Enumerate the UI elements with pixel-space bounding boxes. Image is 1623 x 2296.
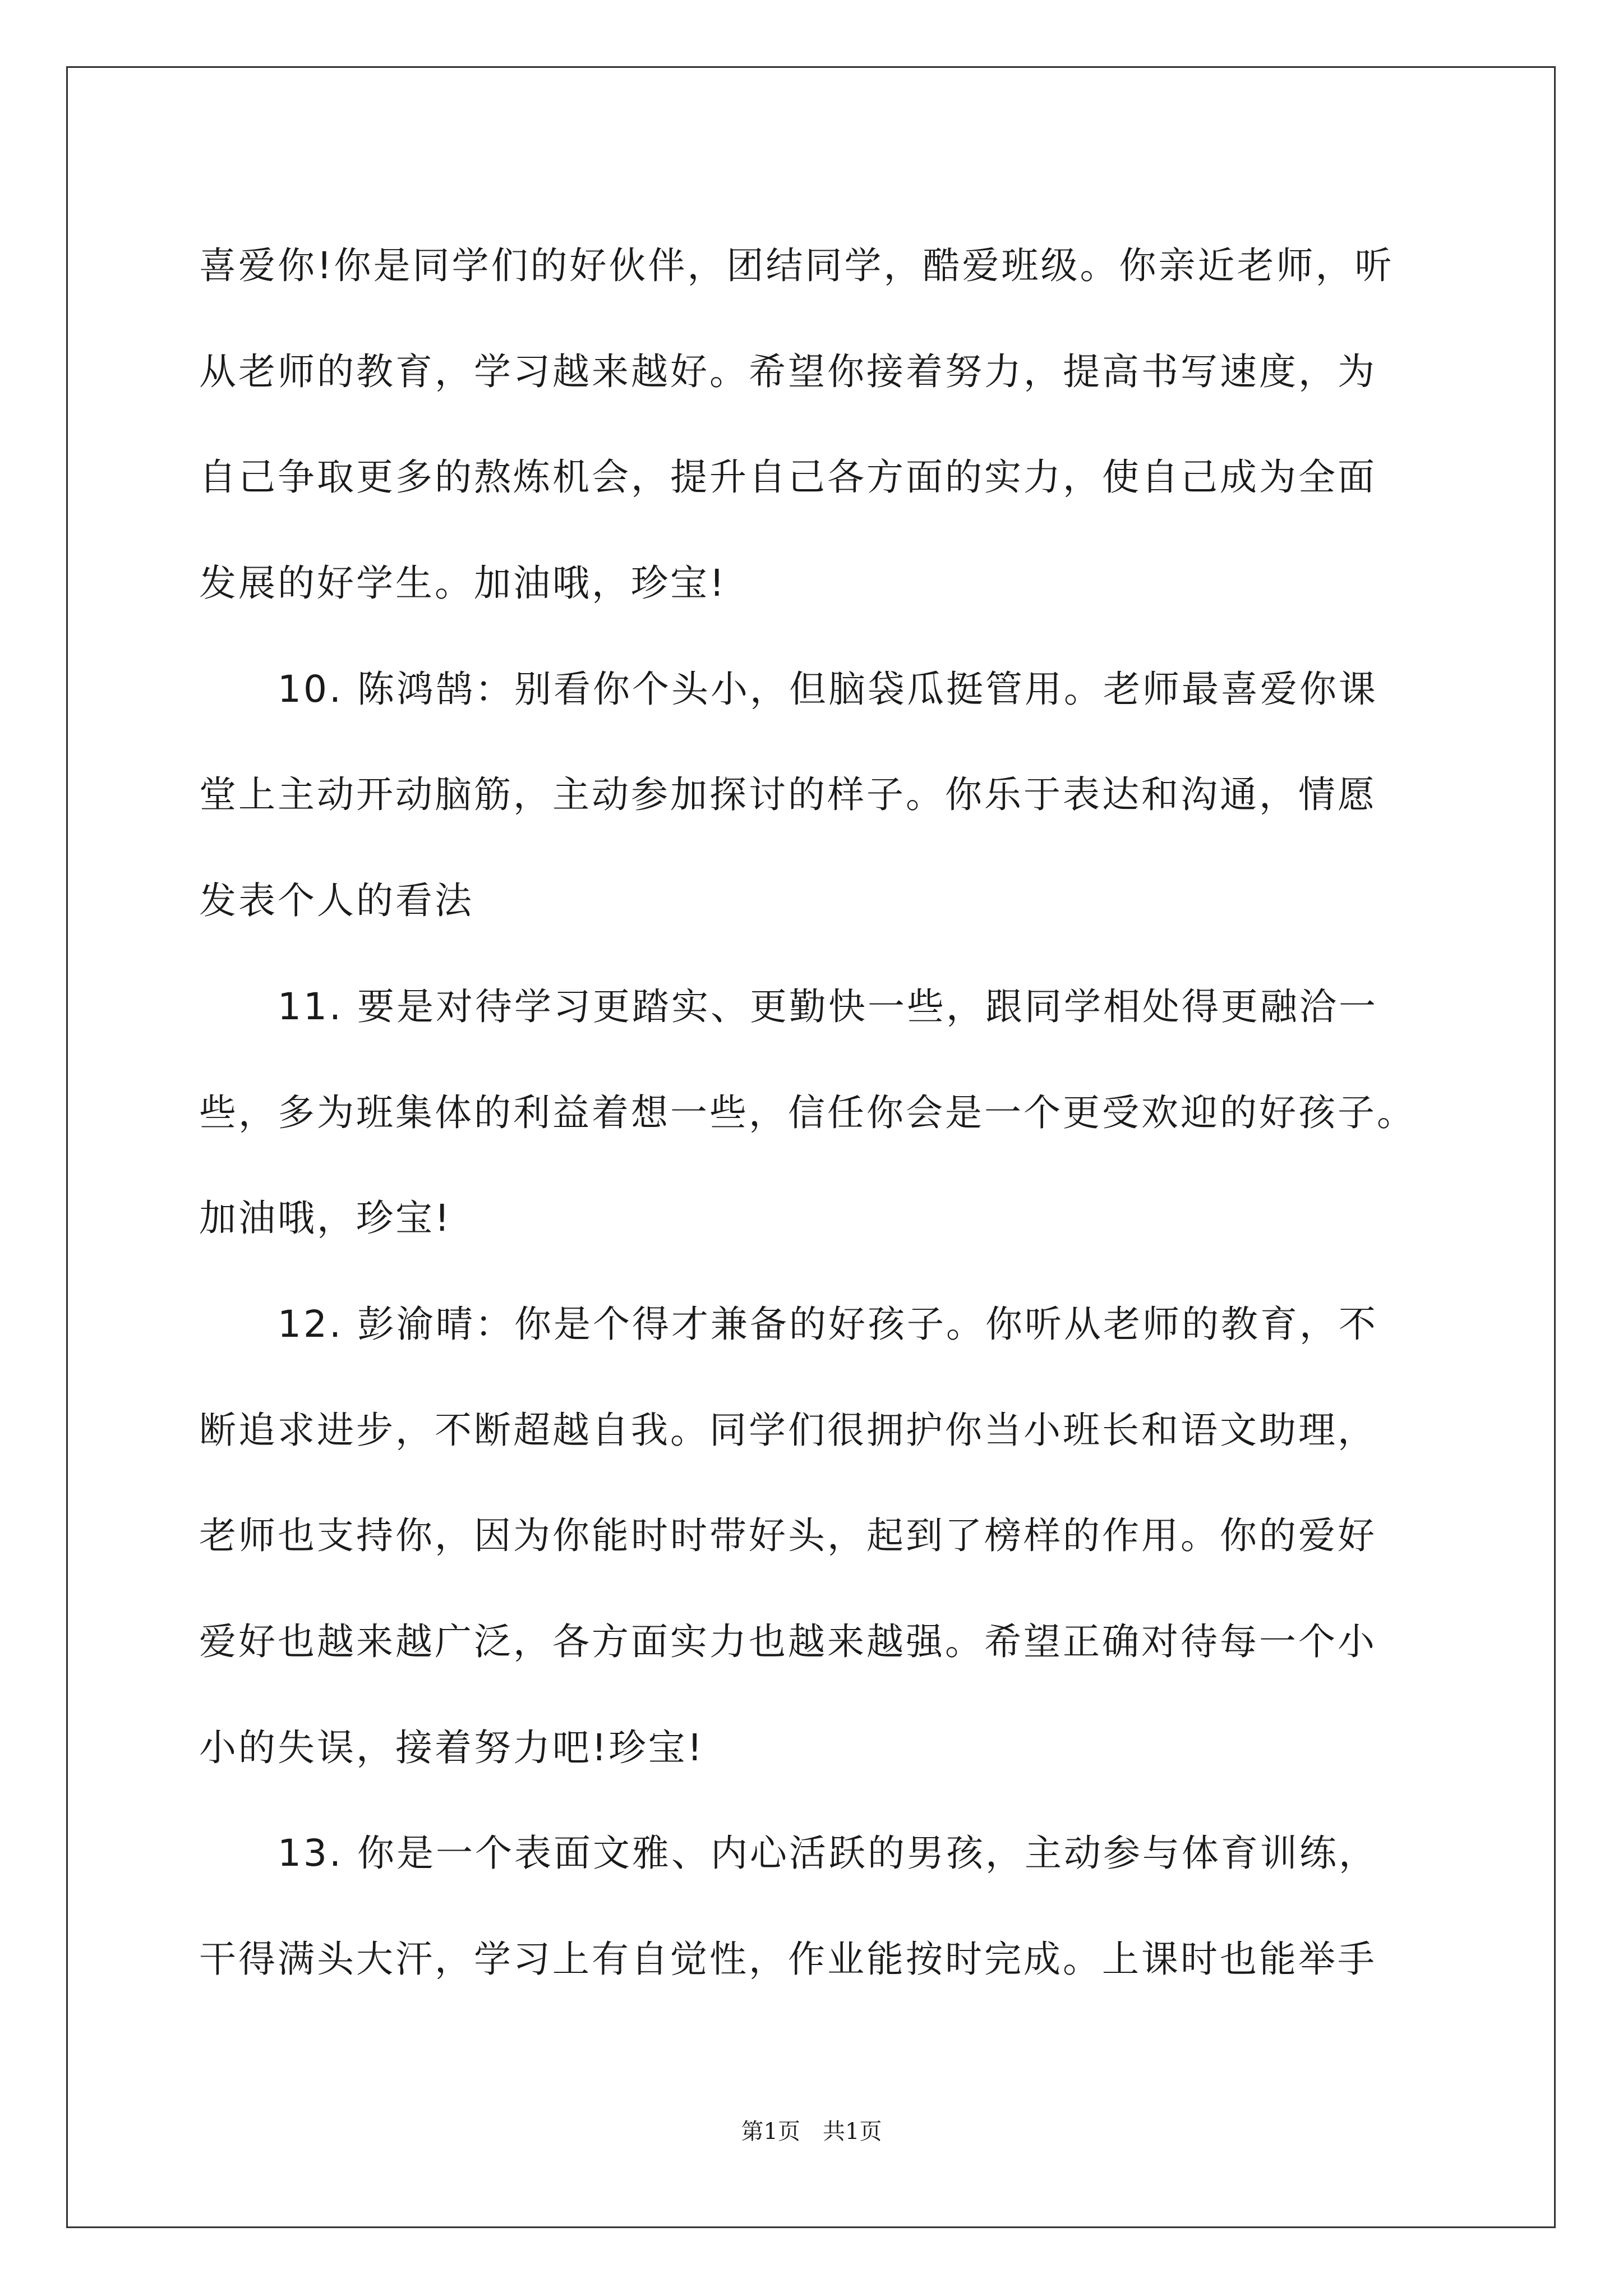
text-line: 些，多为班集体的利益着想一些，信任你会是一个更受欢迎的好孩子。 xyxy=(199,1091,1416,1134)
text-line: 从老师的教育，学习越来越好。希望你接着努力，提高书写速度，为 xyxy=(199,349,1377,393)
text-line: 加油哦，珍宝! xyxy=(199,1197,452,1240)
text-line: 老师也支持你，因为你能时时带好头，起到了榜样的作用。你的爱好 xyxy=(199,1514,1377,1558)
text-line: 发展的好学生。加油哦，珍宝! xyxy=(199,562,727,605)
text-line: 断追求进步，不断超越自我。同学们很拥护你当小班长和语文助理， xyxy=(199,1408,1377,1452)
text-line: 发表个人的看法 xyxy=(199,879,474,923)
text-line: 干得满头大汗，学习上有自觉性，作业能按时完成。上课时也能举手 xyxy=(199,1938,1377,1981)
text-line: 13. 你是一个表面文雅、内心活跃的男孩，主动参与体育训练， xyxy=(199,1832,1378,1875)
text-line: 12. 彭渝晴：你是个得才兼备的好孩子。你听从老师的教育，不 xyxy=(199,1302,1378,1346)
document-body xyxy=(199,213,1433,2013)
text-line: 爱好也越来越广泛，各方面实力也越来越强。希望正确对待每一个小 xyxy=(199,1619,1377,1663)
text-line: 11. 要是对待学习更踏实、更勤快一些，跟同学相处得更融洽一 xyxy=(199,984,1378,1028)
text-line: 堂上主动开动脑筋，主动参加探讨的样子。你乐于表达和沟通，情愿 xyxy=(199,773,1377,817)
page-number-footer: 第1页 共1页 xyxy=(741,2119,882,2145)
text-line: 喜爱你!你是同学们的好伙伴，团结同学，酷爱班级。你亲近老师，听 xyxy=(199,244,1394,287)
text-line: 小的失误，接着努力吧!珍宝! xyxy=(199,1726,704,1769)
text-line: 自己争取更多的熬炼机会，提升自己各方面的实力，使自己成为全面 xyxy=(199,455,1377,499)
text-line: 10. 陈鸿鹄：别看你个头小，但脑袋瓜挺管用。老师最喜爱你课 xyxy=(199,667,1378,711)
